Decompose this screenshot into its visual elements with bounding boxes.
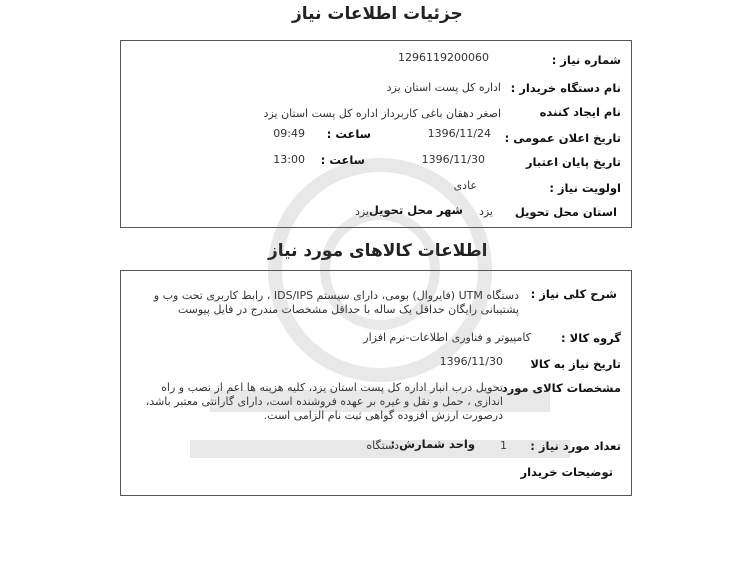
goods-group-value: کامپیوتر و فناوری اطلاعات-نرم افزار bbox=[363, 331, 531, 344]
priority-label: اولویت نیاز : bbox=[549, 181, 621, 195]
validity-time-value: 13:00 bbox=[273, 153, 305, 166]
city-value: یزد bbox=[354, 205, 369, 218]
validity-date-label: تاریخ پایان اعتبار bbox=[525, 155, 621, 169]
unit-value: دستگاه bbox=[366, 439, 399, 452]
need-details-title: جزئیات اطلاعات نیاز bbox=[292, 4, 463, 24]
city-label: شهر محل تحویل bbox=[368, 203, 463, 217]
creator-value: اصغر دهقان باغی کاربرداز اداره کل پست استان یزد bbox=[263, 107, 501, 120]
announce-date-value: 1396/11/24 bbox=[427, 127, 491, 140]
quantity-label: تعداد مورد نیاز : bbox=[530, 439, 621, 453]
unit-label: واحد شمارش : bbox=[390, 437, 475, 451]
goods-info-panel bbox=[120, 270, 632, 496]
buyer-value: اداره کل پست استان یزد bbox=[386, 81, 501, 94]
buyer-label: نام دستگاه خریدار : bbox=[510, 81, 621, 95]
need-number-value: 1296119200060 bbox=[398, 51, 489, 64]
creator-label: نام ایجاد کننده bbox=[539, 105, 621, 119]
announce-time-value: 09:49 bbox=[273, 127, 305, 140]
goods-info-title: اطلاعات کالاهای مورد نیاز bbox=[268, 241, 488, 261]
need-date-value: 1396/11/30 bbox=[439, 355, 503, 368]
validity-time-label: ساعت : bbox=[320, 153, 365, 167]
need-details-panel bbox=[120, 40, 632, 228]
need-number-label: شماره نیاز : bbox=[551, 53, 621, 67]
province-value: یزد bbox=[478, 205, 493, 218]
spec-value: تحویل درب انبار اداره کل پست استان یزد، کلیه هزینه ها اعم از نصب و راه اندازی ، حمل و نقل و غیره بر عهده فروشنده است، دارای گارانتی معتبر باشد، درصورت ارزش افزوده گواهی ثبت نام الزامی است. bbox=[145, 381, 503, 422]
buyer-notes-label: توضیحات خریدار bbox=[520, 465, 613, 479]
need-date-label: تاریخ نیاز به کالا bbox=[530, 357, 621, 371]
quantity-value: 1 bbox=[500, 439, 507, 452]
description-label: شرح کلی نیاز : bbox=[530, 287, 617, 301]
validity-date-value: 1396/11/30 bbox=[421, 153, 485, 166]
province-label: استان محل تحویل bbox=[514, 205, 617, 219]
announce-time-label: ساعت : bbox=[326, 127, 371, 141]
spec-label: مشخصات کالای مورد bbox=[501, 381, 621, 395]
description-value: دستگاه UTM (فایروال) بومی، دارای سیستم IDS/IPS ، رابط کاربری تحت وب و پشتیبانی رایگان حداقل یک ساله با حداقل مشخصات مندرج در فایل پیوست bbox=[153, 289, 519, 316]
announce-date-label: تاریخ اعلان عمومی : bbox=[504, 131, 621, 145]
goods-group-label: گروه کالا : bbox=[561, 331, 621, 345]
priority-value: عادی bbox=[453, 179, 477, 192]
